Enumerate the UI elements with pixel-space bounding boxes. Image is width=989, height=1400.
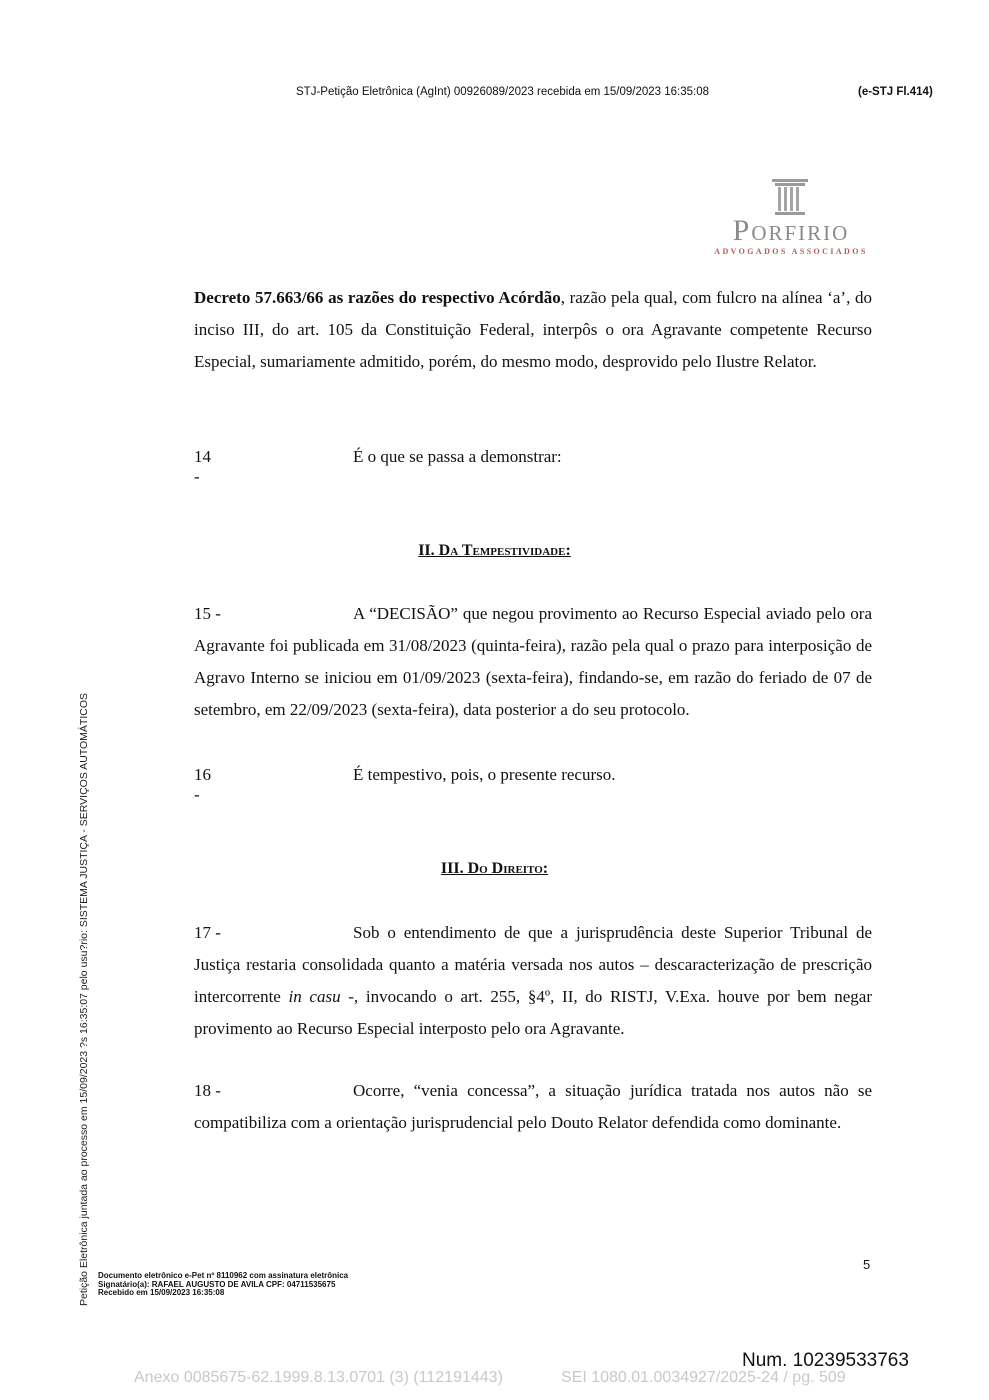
intro-rest: , razão pela qual, com fulcro na alínea ‘a’, do inciso III, do art. 105 da Constituição Federal, interpôs o ora Agravante competente Recurso Especial, sumariamente admitido, porém, do mesmo modo, desprovido pelo Ilustre Relator.	[194, 288, 872, 371]
firm-subtitle: ADVOGADOS ASSOCIADOS	[714, 247, 868, 256]
folio-number: (e-STJ Fl.414)	[858, 86, 933, 98]
paragraph-text: Ocorre, “venia concessa”, a situação jurídica tratada nos autos não se compatibiliza com a orientação jurisprudencial pelo Douto Relator defendida como dominante.	[194, 1081, 872, 1132]
italic-in-casu: in casu	[288, 987, 341, 1006]
paragraph-number: 14 -	[194, 447, 211, 486]
document-header	[0, 86, 989, 104]
signature-footer: Documento eletrônico e-Pet nº 8110962 com assinatura eletrônica Signatário(a): RAFAEL AUGUSTO DE AVILA CPF: 04711535675 Recebido em 15/09/2023 16:35:08	[98, 1271, 349, 1297]
paragraph-17	[194, 917, 872, 1045]
paragraph-number: 16 -	[194, 765, 211, 804]
intro-paragraph	[194, 282, 872, 378]
paragraph-text: A “DECISÃO” que negou provimento ao Recurso Especial aviado pelo ora Agravante foi publicada em 31/08/2023 (quinta-feira), razão pela qual o prazo para interposição de Agravo Interno se iniciou em 01/09/2023 (sexta-feira), findando-se, em razão do feriado de 07 de setembro, em 22/09/2023 (sexta-feira), data posterior a do seu protocolo.	[194, 604, 872, 719]
document-num: Num. 10239533763	[742, 1350, 909, 1371]
paragraph-text: É tempestivo, pois, o presente recurso.	[353, 765, 616, 784]
section-heading-tempestividade: II. Da Tempestividade:	[418, 542, 571, 559]
paragraph-number: 17 -	[194, 923, 221, 942]
intro-bold: Decreto 57.663/66 as razões do respectivo Acórdão	[194, 288, 561, 307]
paragraph-number: 18 -	[194, 1081, 221, 1100]
paragraph-text: É o que se passa a demonstrar:	[353, 447, 562, 466]
page-number: 5	[863, 1257, 871, 1272]
column-icon	[769, 178, 811, 218]
paragraph-number: 15 -	[194, 604, 221, 623]
firm-logo	[700, 178, 880, 260]
paragraph-18	[194, 1075, 872, 1139]
sei-reference: SEI 1080.01.0034927/2025-24 / pg. 509	[561, 1369, 846, 1386]
annex-watermark: Anexo 0085675-62.1999.8.13.0701 (3) (112191443) SEI 1080.01.0034927/2025-24 / pg. 509	[134, 1369, 846, 1386]
petition-stamp: STJ-Petição Eletrônica (AgInt) 00926089/2023 recebida em 15/09/2023 16:35:08	[296, 86, 710, 98]
side-stamp: Petição Eletrônica juntada ao processo em 15/09/2023 ?s 16:35:07 pelo usu?rio: SISTEMA JUSTIÇA - SERVIÇOS AUTOMÁTICOS	[78, 693, 90, 1306]
paragraph-text: Sob o entendimento de que a jurisprudência deste Superior Tribunal de Justiça restaria consolidada quanto a matéria versada nos autos – descaracterização de prescrição intercorrente in casu -, invocando o art. 255, §4º, II, do RISTJ, V.Exa. houve por bem negar provimento ao Recurso Especial interposto pelo ora Agravante.	[194, 923, 872, 1038]
paragraph-15	[194, 598, 872, 726]
firm-name: Porfirio	[732, 214, 850, 247]
section-heading-direito: III. Do Direito:	[440, 860, 549, 877]
